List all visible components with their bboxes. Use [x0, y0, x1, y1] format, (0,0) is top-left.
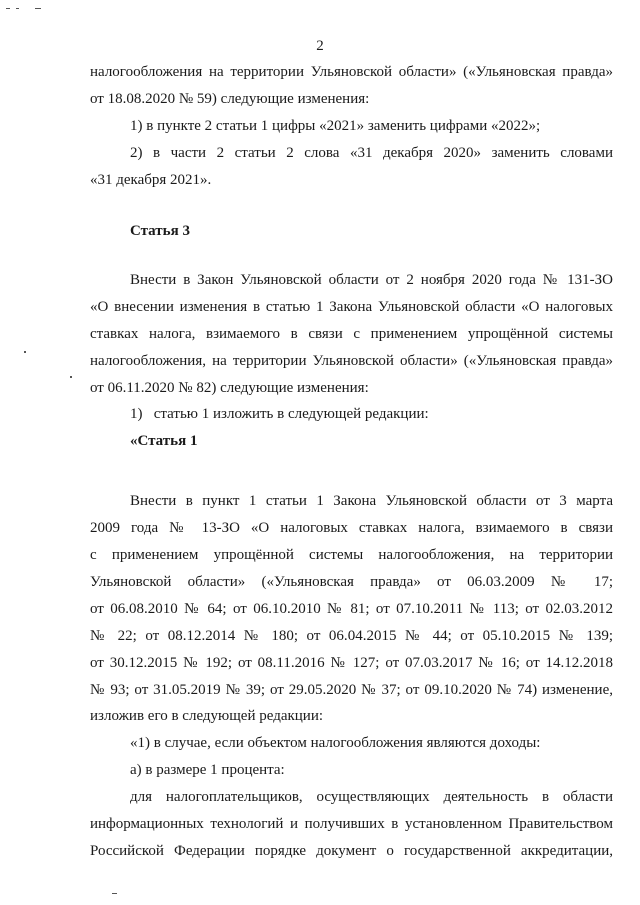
text-line: от 30.12.2015 № 192; от 08.11.2016 № 127; от 07.03.2017 № 16; от 14.12.2018 — [90, 655, 613, 671]
text-line: информационных технологий и получивших в установленном Правительством — [90, 816, 613, 832]
text-line: от 06.11.2020 № 82) следующие изменения: — [90, 380, 369, 396]
list-item: 1) статью 1 изложить в следующей редакции: — [130, 406, 429, 422]
scan-artifact — [6, 8, 10, 9]
text-line: изложив его в следующей редакции: — [90, 708, 324, 724]
text-line: для налогоплательщиков, осуществляющих деятельность в области — [130, 789, 613, 805]
text-line: № 22; от 08.12.2014 № 180; от 06.04.2015 № 44; от 05.10.2015 № 139; — [90, 628, 613, 644]
list-item: а) в размере 1 процента: — [130, 762, 285, 778]
text-line: от 18.08.2020 № 59) следующие изменения: — [90, 91, 370, 107]
text-line: от 06.08.2010 № 64; от 06.10.2010 № 81; от 07.10.2011 № 113; от 02.03.2012 — [90, 601, 613, 617]
text-line: 2009 года № 13-ЗО «О налоговых ставках налога, взимаемого в связи — [90, 520, 613, 536]
text-line: «31 декабря 2021». — [90, 172, 212, 188]
scan-artifact — [16, 8, 19, 9]
text-line: Ульяновской области» («Ульяновская правда» от 06.03.2009 № 17; — [90, 574, 613, 590]
scan-artifact — [24, 351, 26, 353]
text-line: «О внесении изменения в статью 1 Закона Ульяновской области «О налоговых — [90, 299, 613, 315]
text-line: Российской Федерации порядке документ о государственной аккредитации, — [90, 843, 613, 859]
scan-artifact — [70, 376, 72, 378]
list-item: 1) в пункте 2 статьи 1 цифры «2021» заменить цифрами «2022»; — [130, 118, 541, 134]
scan-artifact — [112, 893, 117, 894]
page-number: 2 — [316, 38, 324, 54]
article-heading: Статья 3 — [130, 223, 190, 239]
text-line: Внести в Закон Ульяновской области от 2 ноября 2020 года № 131-ЗО — [130, 272, 613, 288]
text-line: Внести в пункт 1 статьи 1 Закона Ульяновской области от 3 марта — [130, 493, 613, 509]
text-line: с применением упрощённой системы налогообложения, на территории — [90, 547, 613, 563]
scan-artifact — [35, 8, 41, 9]
quoted-article-heading: «Статья 1 — [130, 433, 198, 449]
text-line: налогообложения на территории Ульяновской области» («Ульяновская правда» — [90, 64, 613, 80]
list-item: 2) в части 2 статьи 2 слова «31 декабря 2020» заменить словами — [130, 145, 613, 161]
text-line: «1) в случае, если объектом налогообложения являются доходы: — [130, 735, 541, 751]
text-line: ставках налога, взимаемого в связи с применением упрощённой системы — [90, 326, 613, 342]
text-line: налогообложения, на территории Ульяновской области» («Ульяновская правда» — [90, 353, 613, 369]
text-line: № 93; от 31.05.2019 № 39; от 29.05.2020 № 37; от 09.10.2020 № 74) изменение, — [90, 682, 613, 698]
